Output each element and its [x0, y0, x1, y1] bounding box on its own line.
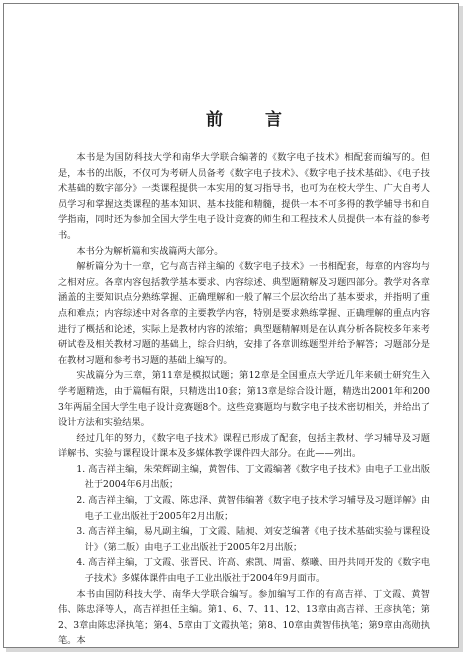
paragraph-structure: 本书分为解析篇和实战篇两大部分。	[76, 245, 224, 257]
paragraph-practice: 实战篇分为三章，第11章是模拟试题；第12章是全国重点大学近几年来硕士研究生入学考题精选，由于篇幅有限，只精选出10套；第13章是综合设计题，精选出2001年和2003年两届全国大学生电子设计竞赛题8个。这些竞赛题均与数字电子技术密切相关，并给出了设计方法和实验结果。	[58, 370, 430, 429]
list-item: 3. 高吉祥主编，易凡副主编，丁文霞、陆昶、刘安芝编著《电子技术基础实验与课程设计》（第二版）由电子工业出版社于2005年2月出版；	[76, 526, 430, 553]
paragraph-intro: 本书是为国防科技大学和南华大学联合编著的《数字电子技术》相配套而编写的。但是，本书的出版，不仅可为考研人员备考《数字电子技术》、《数字电子技术基础》、《电子技术基础的数字部分》一类课程提供一本实用的复习指导书，也可为在校大学生、广大自考人员学习和掌握这类课程的基本知识、基本技能和精髓，提供一本不可多得的教学辅导书和自学指南，同时还为参加全国大学生电子设计竞赛的师生和工程技术人员提供一本有益的参考书。	[58, 152, 430, 241]
list-item: 2. 高吉祥主编，丁文霞、陈忠泽、黄智伟编著《数字电子技术学习辅导及习题详解》由电子工业出版社于2005年2月出版；	[76, 495, 430, 522]
list-item: 1. 高吉祥主编，朱荣辉副主编，黄智伟、丁文霞编著《数字电子技术》由电子工业出版社于2004年6月出版；	[76, 463, 430, 491]
paragraph-materials: 经过几年的努力，《数字电子技术》课程已形成了配套，包括主教材、学习辅导及习题详解书、实验与课程设计课本及多媒体教学课件四大部分。在此——列出。	[58, 432, 430, 460]
page-title: 前 言	[206, 110, 300, 130]
preface-body	[58, 105, 430, 649]
paragraph-analysis: 解析篇分为十一章，它与高吉祥主编的《数字电子技术》一书相配套，每章的内容均与之相对应。各章内容包括教学基本要求、内容综述、典型题精解及习题四部分。教学对各章涵盖的主要知识点分熟练掌握、正确理解和一般了解三个层次给出了基本要求，并指明了重点和难点；内容综述中对各章的主要教学内容，特别是要求熟练掌握、正确理解的重点内容进行了概括和论述，实际上是教材内容的浓缩；典型题精解则是在认真分析各院校多年来考研试卷及相关教材习题的基础上，综合归纳，安排了各章训练题型并给予解答；习题部分是在教材习题和参考书习题的基础上编写的。	[58, 261, 430, 366]
list-item: 4. 高吉祥主编，丁文霞、张晋民、许高、索凯、周雷、蔡曦、田丹共同开发的《数字电子技术》多媒体课件由电子工业出版社于2004年9月面市。	[76, 557, 430, 585]
paragraph-authors: 本书由国防科技大学、南华大学联合编写。参加编写工作的有高吉祥、丁文霞、黄智伟、陈忠泽等人，高吉祥担任主编。第1、6、7、11、12、13章由高吉祥、王彦执笔；第2、3章由陈忠泽执笔；第4、5章由丁文霞执笔；第8、10章由黄智伟执笔；第9章由高勋执笔。本	[58, 588, 430, 647]
materials-list	[58, 462, 430, 587]
document-page	[3, 3, 459, 648]
